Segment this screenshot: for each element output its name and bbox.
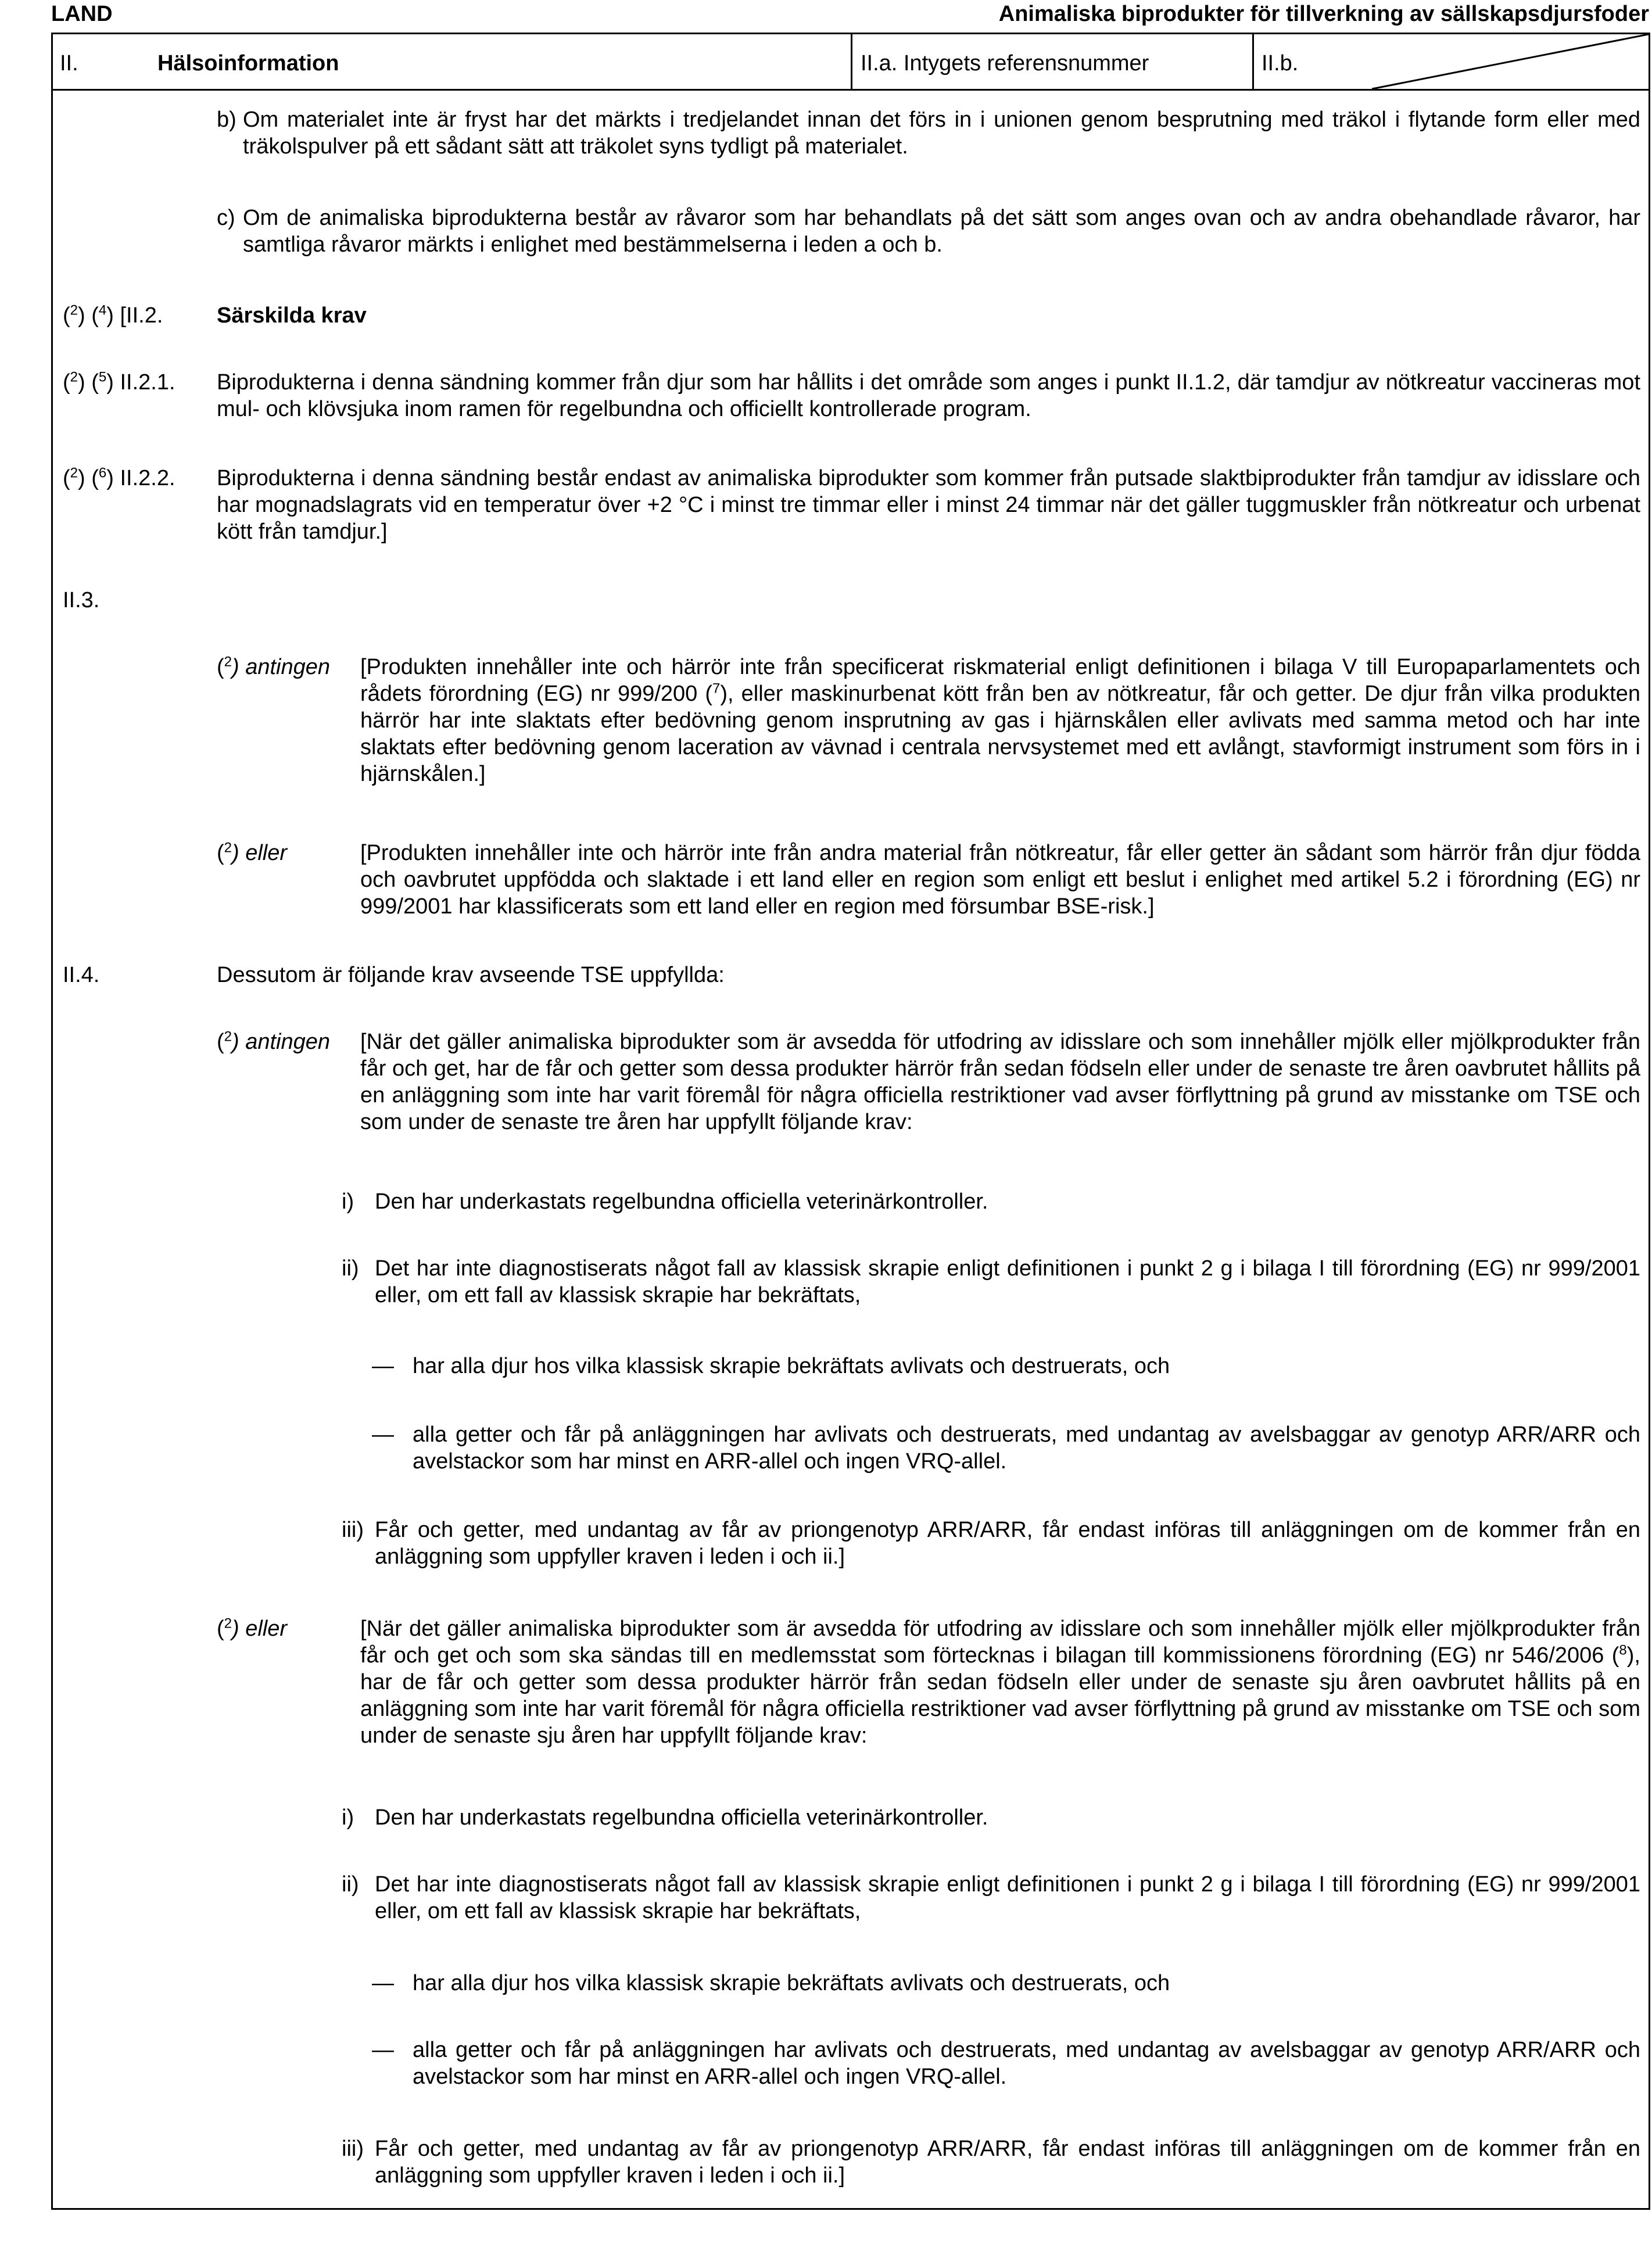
header-diagonal-line	[53, 34, 1649, 89]
section-4-text: Dessutom är följande krav avseende TSE uppfyllda:	[217, 963, 725, 987]
or-dash-1-marker: —	[372, 1971, 394, 1995]
either-item-iii-text: Får och getter, med undantag av får av priongenotyp ARR/ARR, får endast införas till anläggningen om de kommer från en anläggning som uppfyller kraven i leden i och ii.]	[375, 1518, 1640, 1569]
either-item-ii-marker: ii)	[342, 1256, 359, 1281]
section-3-either-label: ($^2$) antingen	[217, 654, 331, 679]
document-title: Animaliska biprodukter för tillverkning av sällskapsdjursfoder	[998, 2, 1649, 26]
section-2-title: Särskilda krav	[217, 303, 367, 328]
either-dash-1-marker: —	[372, 1354, 394, 1378]
or-item-iii-text: Får och getter, med undantag av får av priongenotyp ARR/ARR, får endast införas till anläggningen om de kommer från en anläggning som uppfyller kraven i leden i och ii.]	[375, 2137, 1640, 2188]
header-iib-label: II.b.	[1262, 51, 1299, 76]
or-item-ii-marker: ii)	[342, 1872, 359, 1897]
or-item-ii-text: Det har inte diagnostiserats något fall av klassisk skrapie enligt definitionen i punkt 2 g i bilaga I till förordning (EG) nr 999/2001 eller, om ett fall av klassisk skrapie har bekräftats,	[375, 1872, 1640, 1923]
section-4-either-label: ($^2$) antingen	[217, 1028, 331, 1054]
section-3-or-text: [Produkten innehåller inte och härrör inte från andra material från nötkreatur, får eller getter än sådant som härrör från djur födda och oavbrutet uppfödda och slaktade i ett land eller en region som enligt ett beslut i enlighet med artikel 5.2 i förordning (EG) nr 999/2001 har klassificerats som ett land eller en region med försumbar BSE-risk.]	[360, 841, 1640, 919]
section-2-1-text: Biprodukterna i denna sändning kommer från djur som har hållits i det område som anges i punkt II.1.2, där tamdjur av nötkreatur vaccineras mot mul- och klövsjuka inom ramen för regelbundna och officiellt kontrollerade program.	[217, 370, 1640, 421]
section-4-or-label: ($^2$) eller	[217, 1615, 288, 1641]
section-4-label: II.4.	[63, 963, 100, 987]
item-b-marker: b)	[217, 107, 236, 132]
section-2-1-label: ($^2$) ($^5$) II.2.1.	[63, 369, 175, 395]
country-label: LAND	[51, 2, 113, 26]
or-dash-2-marker: —	[372, 2038, 394, 2062]
section-2-2-label: ($^2$) ($^6$) II.2.2.	[63, 465, 175, 490]
section-3-label: II.3.	[63, 588, 100, 612]
or-dash-1-text: har alla djur hos vilka klassisk skrapie bekräftats avlivats och destruerats, och	[413, 1971, 1170, 1995]
or-item-i-marker: i)	[342, 1805, 354, 1830]
either-dash-2-marker: —	[372, 1422, 394, 1447]
section-2-2-text: Biprodukterna i denna sändning består endast av animaliska biprodukter som kommer från putsade slaktbiprodukter från tamdjur av idisslare och har mognadslagrats vid en temperatur över +2 °C i minst tre timmar eller i minst 24 timmar när det gäller tuggmuskler från nötkreatur och urbenat kött från tamdjur.]	[217, 466, 1640, 544]
section-4-or-text: [När det gäller animaliska biprodukter som är avsedda för utfodring av idisslare och som innehåller mjölk eller mjölkprodukter från får och get och som ska sändas till en medlemsstat som förtecknas i bilagan till kommissionens förordning (EG) nr 546/2006 ($^8$), har de får och getter som dessa produkter härrör från sedan födseln eller under de senaste sju åren oavbrutet hållits på en anläggning som inte har varit föremål för några officiella restriktioner vad avser förflyttning på grund av misstanke om TSE och som under de senaste sju åren har uppfyllt följande krav:	[360, 1617, 1640, 1748]
either-item-i-text: Den har underkastats regelbundna officiella veterinärkontroller.	[375, 1189, 988, 1214]
or-dash-2-text: alla getter och får på anläggningen har avlivats och destruerats, med undantag av avelsbaggar av genotyp ARR/ARR och avelstackor som har minst en ARR-allel och ingen VRQ-allel.	[413, 2038, 1640, 2089]
either-item-i-marker: i)	[342, 1189, 354, 1214]
section-2-label: ($^2$) ($^4$) [II.2.	[63, 302, 163, 328]
either-dash-1-text: har alla djur hos vilka klassisk skrapie bekräftats avlivats och destruerats, och	[413, 1354, 1170, 1378]
item-b-text: Om materialet inte är fryst har det märkts i tredjelandet innan det förs in i unionen genom besprutning med träkol i flytande form eller med träkolspulver på ett sådant sätt att träkolet syns tydligt på materialet.	[243, 107, 1640, 159]
or-item-iii-marker: iii)	[342, 2137, 364, 2161]
header-section-number: II.	[60, 51, 78, 76]
header-reference-label: II.a. Intygets referensnummer	[861, 51, 1149, 76]
section-3-either-text: [Produkten innehåller inte och härrör inte från specificerat riskmaterial enligt definitionen i bilaga V till Europaparlamentets och rådets förordning (EG) nr 999/200 ($^7$), eller maskinurbenat kött från ben av nötkreatur, får och getter. De djur från vilka produkten härrör har inte slaktats efter bedövning genom insprutning av gas i hjärnskålen eller avlivats med samma metod och har inte slaktats efter bedövning genom laceration av vävnad i centrala nervsystemet med ett avlångt, stavformigt instrument som förs in i hjärnskålen.]	[360, 655, 1640, 786]
either-item-ii-text: Det har inte diagnostiserats något fall av klassisk skrapie enligt definitionen i punkt 2 g i bilaga I till förordning (EG) nr 999/2001 eller, om ett fall av klassisk skrapie har bekräftats,	[375, 1256, 1640, 1307]
header-table	[51, 33, 1650, 91]
section-3-or-label: ($^2$) eller	[217, 840, 288, 865]
either-dash-2-text: alla getter och får på anläggningen har avlivats och destruerats, med undantag av avelsbaggar av genotyp ARR/ARR och avelstackor som har minst en ARR-allel och ingen VRQ-allel.	[413, 1422, 1640, 1474]
section-4-either-text: [När det gäller animaliska biprodukter som är avsedda för utfodring av idisslare och som innehåller mjölk eller mjölkprodukter från får och get, har de får och getter som dessa produkter härrör från sedan födseln eller under de senaste tre åren oavbrutet hållits på en anläggning som inte har varit föremål för några officiella restriktioner vad avser förflyttning på grund av misstanke om TSE och som under de senaste tre åren har uppfyllt följande krav:	[360, 1030, 1640, 1134]
item-c-marker: c)	[217, 206, 235, 230]
header-section-title: Hälsoinformation	[157, 51, 339, 76]
either-item-iii-marker: iii)	[342, 1518, 364, 1542]
item-c-text: Om de animaliska biprodukterna består av råvaror som har behandlats på det sätt som anges ovan och av andra obehandlade råvaror, har samtliga råvaror märkts i enlighet med bestämmelserna i leden a och b.	[243, 206, 1640, 257]
or-item-i-text: Den har underkastats regelbundna officiella veterinärkontroller.	[375, 1805, 988, 1830]
